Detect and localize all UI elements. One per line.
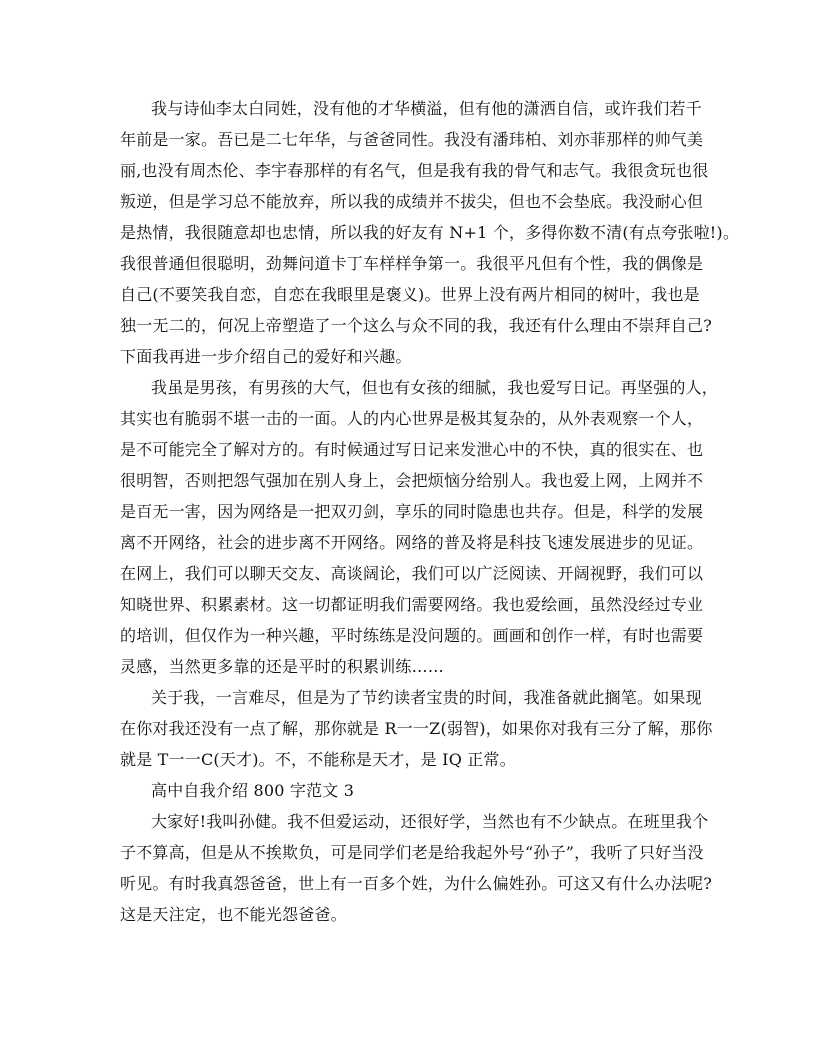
text-line: 子不算高，但是从不挨欺负，可是同学们老是给我起外号“孙子”，我听了只好当没	[120, 843, 704, 862]
text-line: 独一无二的，何况上帝塑造了一个这么与众不同的我，我还有什么理由不崇拜自己?	[120, 316, 712, 335]
text-line: 就是 T一一C(天才)。不，不能称是天才，是 IQ 正常。	[120, 750, 516, 769]
text-line: 下面我再进一步介绍自己的爱好和兴趣。	[120, 347, 412, 366]
text-line: 知晓世界、积累素材。这一切都证明我们需要网络。我也爱绘画，虽然没经过专业	[120, 595, 704, 614]
text-line: 在网上，我们可以聊天交友、高谈阔论，我们可以广泛阅读、开阔视野，我们可以	[120, 564, 704, 583]
text-line: 其实也有脆弱不堪一击的一面。人的内心世界是极其复杂的，从外表观察一个人，	[120, 409, 704, 428]
text-line: 叛逆，但是学习总不能放弃，所以我的成绩并不拔尖，但也不会垫底。我没耐心但	[120, 192, 704, 211]
text-line: 丽,也没有周杰伦、李宇春那样的有名气，但是我有我的骨气和志气。我很贪玩也很	[120, 161, 709, 180]
text-line: 的培训，但仅作为一种兴趣，平时练练是没问题的。画画和创作一样，有时也需要	[120, 626, 704, 645]
text-line: 年前是一家。吾已是二七年华，与爸爸同性。我没有潘玮柏、刘亦菲那样的帅气美	[120, 130, 704, 149]
text-line: 自己(不要笑我自恋，自恋在我眼里是褒义)。世界上没有两片相同的树叶，我也是	[120, 285, 700, 304]
text-line: 大家好!我叫孙健。我不但爱运动，还很好学，当然也有不少缺点。在班里我个	[151, 812, 709, 831]
text-line: 离不开网络，社会的进步离不开网络。网络的普及将是科技飞速发展进步的见证。	[120, 533, 704, 552]
text-line: 我虽是男孩，有男孩的大气，但也有女孩的细腻，我也爱写日记。再坚强的人，	[151, 378, 719, 397]
text-line: 这是天注定，也不能光怨爸爸。	[120, 905, 347, 924]
text-line: 是热情，我很随意却也忠情，所以我的好友有 N+1 个，多得你数不清(有点夸张啦!)。	[120, 223, 740, 242]
text-line: 关于我，一言难尽，但是为了节约读者宝贵的时间，我准备就此搁笔。如果现	[151, 688, 702, 707]
text-line: 是百无一害，因为网络是一把双刃剑，享乐的同时隐患也共存。但是，科学的发展	[120, 502, 704, 521]
text-line: 灵感，当然更多靠的还是平时的积累训练……	[120, 657, 445, 676]
text-line: 是不可能完全了解对方的。有时候通过写日记来发泄心中的不快，真的很实在、也	[120, 440, 704, 459]
section-heading: 高中自我介绍 800 字范文 3	[151, 781, 355, 800]
text-line: 很明智，否则把怨气强加在别人身上，会把烦恼分给别人。我也爱上网，上网并不	[120, 471, 704, 490]
text-line: 我很普通但很聪明，劲舞问道卡丁车样样争第一。我很平凡但有个性，我的偶像是	[120, 254, 704, 273]
text-line: 我与诗仙李太白同姓，没有他的才华横溢，但有他的潇洒自信，或许我们若千	[151, 99, 702, 118]
text-line: 听见。有时我真怨爸爸，世上有一百多个姓，为什么偏姓孙。可这又有什么办法呢?	[120, 874, 712, 893]
text-line: 在你对我还没有一点了解，那你就是 R一一Z(弱智)，如果你对我有三分了解，那你	[120, 719, 713, 738]
